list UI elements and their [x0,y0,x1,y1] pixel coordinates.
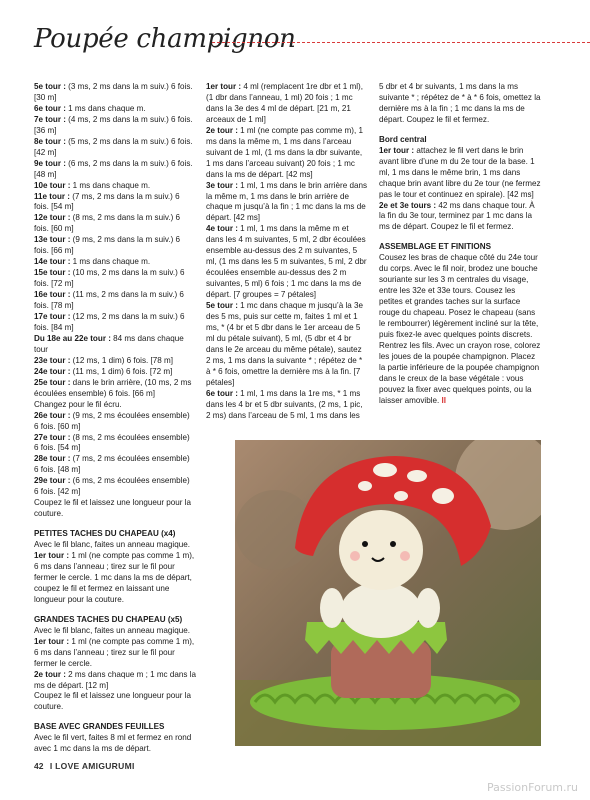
instruction-paragraph [34,498,196,520]
instruction-text: 1 ml, 1 ms dans la 1re ms, * 1 ms dans les 4 br et 5 dbr suivants, (2 ms, 1 pic, 2 ms) dans l’arceau de 5 ml, 1 ms dans les [206,388,363,420]
instruction-paragraph [206,224,368,301]
instruction-paragraph [34,235,196,257]
instruction-text: (3 ms, 2 ms dans la m suiv.) 6 fois. [30 m] [34,82,193,102]
round-label: 3e tour : [206,180,238,190]
instruction-text: Changez pour le fil écru. [34,399,122,409]
title-bar [0,24,590,60]
round-label: 1er tour : [206,82,242,91]
round-label: 10e tour : [34,180,71,190]
section-heading: ASSEMBLAGE ET FINITIONS [379,242,491,252]
instruction-text: 1 ms dans chaque m. [65,103,146,113]
instruction-paragraph [206,181,368,225]
page-footer [34,761,135,771]
instruction-paragraph [379,253,541,406]
instruction-text: (11 ms, 1 dim) 6 fois. [72 m] [70,366,173,376]
instruction-text: (9 ms, 2 ms écoulées ensemble) 6 fois. [60 m] [34,410,190,431]
instruction-paragraph [379,146,541,201]
instruction-text: attachez le fil vert dans le brin avant libre d’une m du 2e tour de la base. 1 ml, 1 ms dans le même brin, 1 ms dans chaque brin avant libre du 2e tour (ne fermez pas le tour et continuez en spirale). [42 ms] [379,145,541,199]
instruction-paragraph [34,378,196,400]
instruction-paragraph [34,626,196,637]
round-label: 14e tour : [34,257,71,267]
instruction-text: 84 ms dans chaque tour [34,333,184,354]
instruction-text: Coupez le fil et laissez une longueur pour la couture. [34,691,192,712]
instruction-text: 1 ml, 1 ms dans la même m et dans les 4 m suivantes, 5 ml, 2 dbr écoulées ensemble au-dessus des 2 m suivantes, 5 ml, (1 ms dans les 5 m suivantes, 5 ml, 2 dbr écoulées ensemble au-dessus des 2 m suivantes, 5 ml) 6 fois ; 1 mc dans la ms de départ. [7 groupes = 7 pétales] [206,224,367,300]
instruction-paragraph [34,540,196,551]
instruction-text: 4 ml (remplacent 1re dbr et 1 ml), (1 dbr dans l’anneau, 1 ml) 20 fois ; 1 mc dans la 3e des 4 ml de départ. [21 m, 21 arceaux de 1 ml] [206,82,363,124]
instruction-text: (8 ms, 2 ms écoulées ensemble) 6 fois. [54 m] [34,432,190,453]
instruction-paragraph [34,181,196,192]
section-heading: GRANDES TACHES DU CHAPEAU (x5) [34,614,183,624]
text-column-2 [206,82,368,422]
instruction-paragraph [206,389,368,422]
round-label: 1er tour : [34,551,70,561]
instruction-text: 1 ml (ne compte pas comme m), 1 ms dans la même m, 1 ms dans l’arceau suivant de 1 ml, (1 ms dans la dbr suivante, 1 ms dans l’arceau suivant) 20 fois ; 1 mc dans la ms de départ. [42 ms] [206,125,363,179]
instruction-paragraph [34,733,196,755]
round-label: 7e tour : [34,114,66,124]
page-title: Poupée champignon [34,24,296,54]
instruction-text: (9 ms, 2 ms dans la m suiv.) 6 fois. [66 m] [34,235,181,256]
instruction-paragraph [34,104,196,115]
instruction-paragraph [34,257,196,268]
instruction-text: 1 ms dans chaque m. [70,257,151,267]
round-label: 5e tour : [34,82,66,91]
instruction-text: (5 ms, 2 ms dans la m suiv.) 6 fois. [42 m] [34,136,193,157]
round-label: 26e tour : [34,410,71,420]
instruction-paragraph [379,82,541,126]
round-label: 1er tour : [379,145,415,155]
instruction-text: (7 ms, 2 ms écoulées ensemble) 6 fois. [48 m] [34,454,190,475]
instruction-text: (7 ms, 2 ms dans la m suiv.) 6 fois. [54 m] [34,191,180,212]
instruction-text: Avec le fil vert, faites 8 ml et fermez en rond avec 1 mc dans la ms de départ. [34,733,192,754]
instruction-paragraph [34,192,196,214]
instruction-paragraph [34,334,196,356]
section-heading: PETITES TACHES DU CHAPEAU (x4) [34,529,176,539]
instruction-text: 1 ms dans chaque m. [70,180,151,190]
round-label: 5e tour : [206,301,238,311]
instruction-text: 2 ms dans chaque m ; 1 mc dans la ms de départ. [12 m] [34,669,196,690]
instruction-text: (12 ms, 2 ms dans la m suiv.) 6 fois. [84 m] [34,312,185,332]
magazine-name: I LOVE AMIGURUMI [49,761,135,771]
round-label: 2e tour : [206,125,238,135]
end-mark: II [441,395,447,405]
round-label: Du 18e au 22e tour : [34,333,111,343]
round-label: 12e tour : [34,213,71,223]
round-label: 9e tour : [34,158,66,168]
round-label: 2e et 3e tours : [379,200,437,210]
instruction-paragraph [34,356,196,367]
instruction-text: (6 ms, 2 ms écoulées ensemble) 6 fois. [42 m] [34,476,190,497]
instruction-paragraph [34,159,196,181]
instruction-paragraph [34,551,196,606]
round-label: 28e tour : [34,454,71,464]
instruction-paragraph [34,637,196,670]
instruction-text: Cousez les bras de chaque côté du 24e tour du corps. Avec le fil noir, brodez une bouche souriante sur les 3 m centrales du visage, entre les 32e et 33e tours. Cousez les petites et grandes taches sur la surface rouge du chapeau. Posez le chapeau (sans le rembourrer) légèrement incliné sur la tête, puis fixez-le avec quelques points discrets. Rentrez les fils. Avec un crayon rose, colorez les joues de la poupée champignon. Placez la partie inférieure de la poupée champignon dans le creux de la base végétale : vous pouvez la fixer avec quelques points, ou la laisser amovible. [379,253,541,405]
round-label: 11e tour : [34,191,70,201]
text-column-1 [34,82,196,755]
title-divider [212,42,590,43]
instruction-paragraph [34,670,196,692]
instruction-paragraph [206,301,368,389]
round-label: 17e tour : [34,312,71,322]
round-label: 6e tour : [206,388,238,398]
round-label: 23e tour : [34,355,71,365]
instruction-text: (12 ms, 1 dim) 6 fois. [78 m] [70,355,173,365]
section-heading: Bord central [379,134,427,144]
instruction-text: 42 ms dans chaque tour. À la fin du 3e tour, terminez par 1 mc dans la ms de départ. Coupez le fil et fermez. [379,200,535,232]
instruction-paragraph [34,400,196,411]
instruction-paragraph [34,290,196,312]
round-label: 4e tour : [206,224,238,234]
instruction-text: (8 ms, 2 ms dans la m suiv.) 6 fois. [60 m] [34,213,181,234]
round-label: 8e tour : [34,136,66,146]
instruction-text: Coupez le fil et laissez une longueur pour la couture. [34,498,192,519]
instruction-text: 5 dbr et 4 br suivants, 1 ms dans la ms suivante * ; répétez de * à * 6 fois, omettez la dernière ms à la fin ; 1 mc dans la ms de départ. Coupez le fil et fermez. [379,82,541,124]
instruction-paragraph [34,433,196,455]
instruction-paragraph [34,454,196,476]
instruction-paragraph [34,268,196,290]
instruction-text: (4 ms, 2 ms dans la m suiv.) 6 fois. [36 m] [34,114,193,135]
round-label: 15e tour : [34,268,71,278]
instruction-text: 1 ml, 1 ms dans le brin arrière dans la même m, 1 ms dans le brin arrière de chaque m jusqu’à la fin ; 1 mc dans la ms de départ. [42 ms] [206,180,368,223]
round-label: 27e tour : [34,432,71,442]
instruction-text: 1 ml (ne compte pas comme 1 m), 6 ms dans l’anneau ; tirez sur le fil pour fermer le cercle. 1 mc dans la ms de départ, coupez le fil et fermez en laissant une longueur pour la couture. [34,551,195,604]
instruction-text: (11 ms, 2 ms dans la m suiv.) 6 fois. [78 m] [34,290,184,311]
round-label: 6e tour : [34,103,66,113]
instruction-text: Avec le fil blanc, faites un anneau magique. [34,540,190,550]
instruction-paragraph [206,126,368,181]
instruction-paragraph [34,367,196,378]
instruction-text: (10 ms, 2 ms dans la m suiv.) 6 fois. [72 m] [34,268,185,289]
instruction-paragraph [34,137,196,159]
round-label: 1er tour : [34,636,70,646]
instruction-paragraph [379,201,541,234]
section-heading: BASE AVEC GRANDES FEUILLES [34,722,165,732]
instruction-text: dans le brin arrière, (10 ms, 2 ms écoulées ensemble) 6 fois. [66 m] [34,377,192,398]
round-label: 13e tour : [34,235,71,245]
mushroom-doll-photo [235,440,541,746]
page-number: 42 [34,761,44,771]
text-column-3 [379,82,541,452]
instruction-paragraph [34,476,196,498]
instruction-paragraph [34,691,196,713]
round-label: 24e tour : [34,366,71,376]
instruction-paragraph [34,213,196,235]
instruction-text: Avec le fil blanc, faites un anneau magique. [34,625,190,635]
round-label: 2e tour : [34,669,66,679]
instruction-paragraph [206,82,368,126]
watermark: PassionForum.ru [487,781,578,794]
instruction-text: (6 ms, 2 ms dans la m suiv.) 6 fois. [48 m] [34,158,193,179]
round-label: 25e tour : [34,377,71,387]
round-label: 29e tour : [34,476,71,486]
instruction-paragraph [34,115,196,137]
instruction-text: 1 mc dans chaque m jusqu’à la 3e des 5 ms, puis sur cette m, faites 1 ml et 1 ms, * (4 br et 5 dbr dans le 1er arceau de 5 ml du pétale suivant), 5 ml, (5 dbr et 4 br dans le 2e arceau du même pétale), sautez 2 ms, 1 ms dans la suivante * ; répétez de * à * 6 fois, omettre la dernière ms à la fin. [7 pétales] [206,301,364,387]
instruction-text: 1 ml (ne compte pas comme 1 m), 6 ms dans l’anneau ; tirez sur le fil pour fermer le cercle. [34,636,195,668]
instruction-paragraph [34,82,196,104]
instruction-paragraph [34,411,196,433]
instruction-paragraph [34,312,196,334]
round-label: 16e tour : [34,290,71,300]
